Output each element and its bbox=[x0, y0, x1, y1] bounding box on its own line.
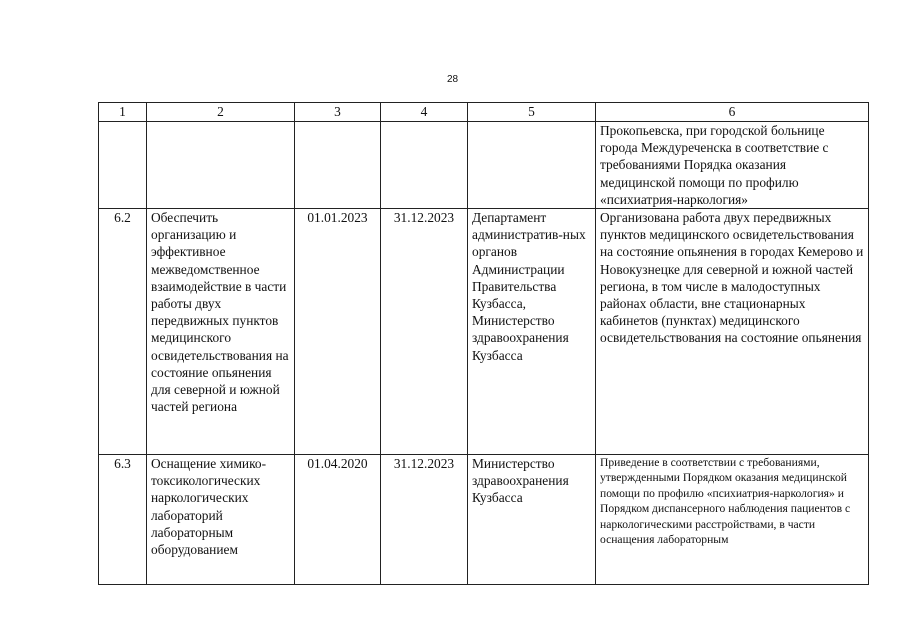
row-number bbox=[99, 122, 147, 209]
column-header: 2 bbox=[147, 103, 295, 122]
column-header: 5 bbox=[468, 103, 596, 122]
row-number: 6.3 bbox=[99, 455, 147, 585]
column-header: 3 bbox=[295, 103, 381, 122]
start-date-cell: 01.04.2020 bbox=[295, 455, 381, 585]
end-date-cell bbox=[381, 122, 468, 209]
action-cell: Обеспечить организацию и эффективное межведомственное взаимодействие в части работы двух передвижных пунктов медицинского освидетельствования на состояние опьянения для северной и южной частей региона bbox=[147, 209, 295, 455]
plan-table bbox=[98, 102, 869, 585]
table-row bbox=[99, 122, 869, 209]
table-header-row bbox=[99, 103, 869, 122]
result-cell: Организована работа двух передвижных пунктов медицинского освидетельствования на состояние опьянения в городах Кемерово и Новокузнецке для северной и южной частей региона, в том числе в малодоступных районах области, вне стационарных кабинетов (пунктах) медицинского освидетельствования на состояние опьянения bbox=[596, 209, 869, 455]
executor-cell: Департамент административ-ных органов Администрации Правительства Кузбасса, Министерство здравоохранения Кузбасса bbox=[468, 209, 596, 455]
table-row bbox=[99, 209, 869, 455]
executor-cell bbox=[468, 122, 596, 209]
row-number: 6.2 bbox=[99, 209, 147, 455]
column-header: 4 bbox=[381, 103, 468, 122]
executor-cell: Министерство здравоохранения Кузбасса bbox=[468, 455, 596, 585]
start-date-cell bbox=[295, 122, 381, 209]
column-header: 1 bbox=[99, 103, 147, 122]
end-date-cell: 31.12.2023 bbox=[381, 455, 468, 585]
page-number: 28 bbox=[446, 74, 459, 85]
action-cell: Оснащение химико-токсикологических наркологических лабораторий лабораторным оборудованием bbox=[147, 455, 295, 585]
table-row bbox=[99, 455, 869, 585]
start-date-cell: 01.01.2023 bbox=[295, 209, 381, 455]
result-cell: Прокопьевска, при городской больнице города Междуреченска в соответствие с требованиями Порядка оказания медицинской помощи по профилю «психиатрия-наркология» bbox=[596, 122, 869, 209]
action-cell bbox=[147, 122, 295, 209]
column-header: 6 bbox=[596, 103, 869, 122]
end-date-cell: 31.12.2023 bbox=[381, 209, 468, 455]
result-cell: Приведение в соответствии с требованиями, утвержденными Порядком оказания медицинской помощи по профилю «психиатрия-наркология» и Порядком диспансерного наблюдения пациентов с наркологическими расстройствами, в части оснащения лабораторным bbox=[596, 455, 869, 585]
